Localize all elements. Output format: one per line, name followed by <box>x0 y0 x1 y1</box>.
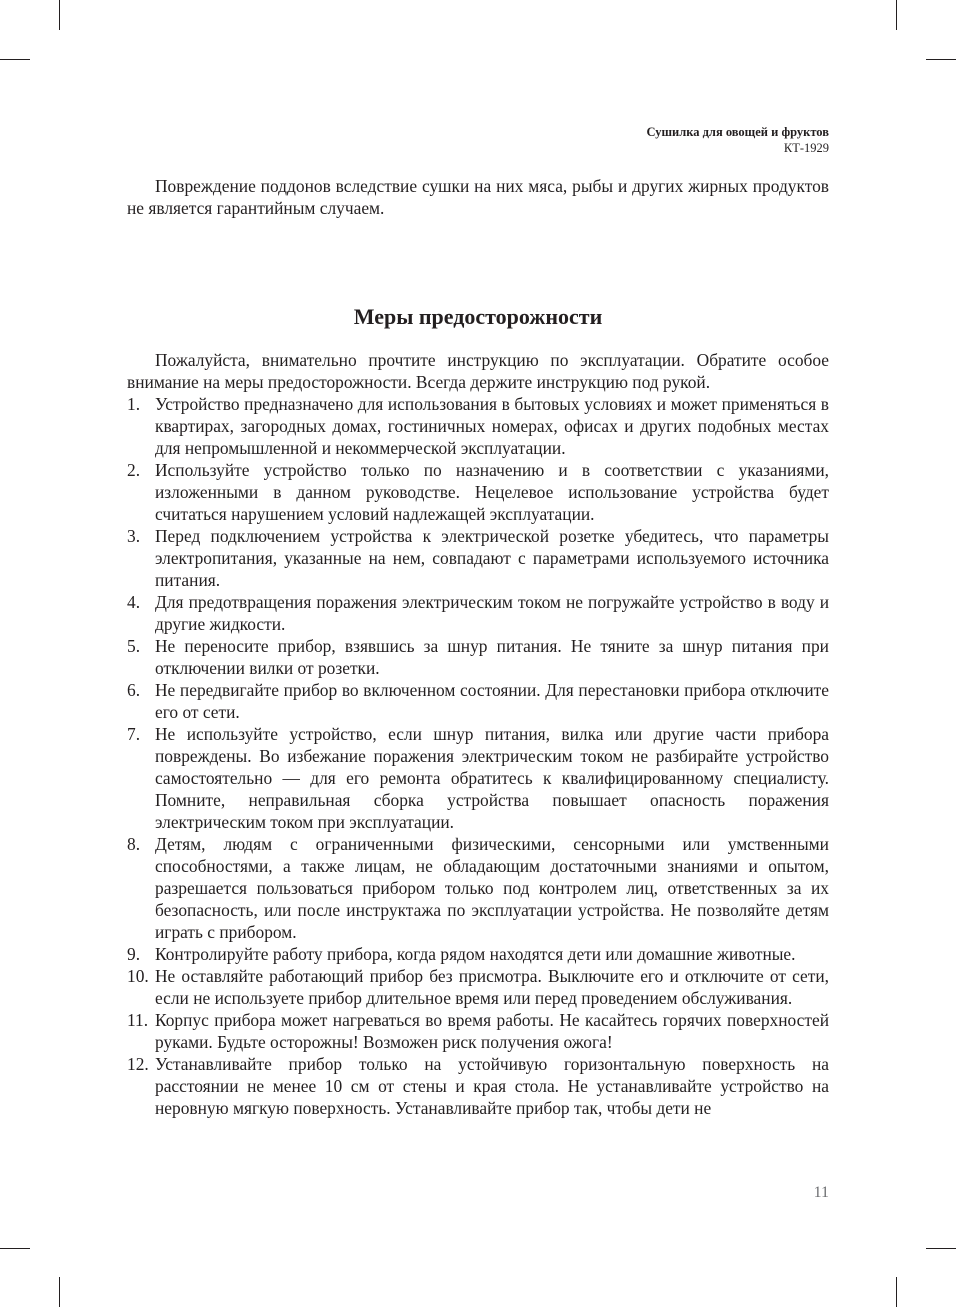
item-number: 10. <box>127 966 149 986</box>
item-number: 12. <box>127 1054 149 1074</box>
crop-mark-left-bottom <box>0 1248 30 1249</box>
page-content <box>127 175 829 1119</box>
crop-mark-bottom-right <box>896 1277 897 1307</box>
item-text: Не передвигайте прибор во включенном состоянии. Для перестановки прибора отключите его от сети. <box>155 680 829 722</box>
intro-paragraph: Повреждение поддонов вследствие сушки на них мяса, рыбы и других жирных продуктов не является гарантийным случаем. <box>127 176 829 218</box>
list-item <box>127 459 829 525</box>
list-item <box>127 635 829 679</box>
item-text: Перед подключением устройства к электрической розетке убедитесь, что параметры электропитания, указанные на нем, совпадают с параметрами используемого источника питания. <box>155 526 829 590</box>
item-text: Не переносите прибор, взявшись за шнур питания. Не тяните за шнур питания при отключении вилки от розетки. <box>155 636 829 678</box>
item-number: 4. <box>127 592 141 612</box>
item-number: 8. <box>127 834 141 854</box>
list-item <box>127 943 829 965</box>
precautions-list <box>127 393 829 1119</box>
list-item <box>127 591 829 635</box>
crop-mark-top-left <box>59 0 60 30</box>
crop-mark-right-bottom <box>926 1248 956 1249</box>
item-text: Для предотвращения поражения электрическим током не погружайте устройство в воду и другие жидкости. <box>155 592 829 634</box>
item-number: 1. <box>127 394 141 414</box>
item-text: Устройство предназначено для использования в бытовых условиях и может применяться в квартирах, загородных домах, гостиничных номерах, офисах и других подобных местах для непромышленной и некоммерческой эксплуатации. <box>155 394 829 458</box>
item-number: 5. <box>127 636 141 656</box>
item-number: 7. <box>127 724 141 744</box>
crop-mark-left-top <box>0 59 30 60</box>
item-text: Используйте устройство только по назначению и в соответствии с указаниями, изложенными в данном руководстве. Нецелевое использование устройства будет считаться нарушением условий надлежащей эксплуатации. <box>155 460 829 524</box>
header-model: КТ-1929 <box>783 141 829 155</box>
list-item <box>127 965 829 1009</box>
item-text: Корпус прибора может нагреваться во время работы. Не касайтесь горячих поверхностей руками. Будьте осторожны! Возможен риск получения ожога! <box>155 1010 829 1052</box>
header-product: Сушилка для овощей и фруктов <box>646 125 829 139</box>
item-number: 11. <box>127 1010 149 1030</box>
item-text: Детям, людям с ограниченными физическими, сенсорными или умственными способностями, а также лицам, не обладающим достаточными знаниями и опытом, разрешается пользоваться прибором только под контролем лиц, ответственных за их безопасность, или после инструктажа по эксплуатации устройства. Не позволяйте детям играть с прибором. <box>155 834 829 942</box>
item-text: Не используйте устройство, если шнур питания, вилка или другие части прибора повреждены. Во избежание поражения электрическим током не разбирайте устройство самостоятельно — для его ремонта обратитесь к квалифицированному специалисту. Помните, неправильная сборка устройства повышает опасность поражения электрическим током при эксплуатации. <box>155 724 829 832</box>
section-title: Меры предосторожности <box>353 304 603 329</box>
item-number: 2. <box>127 460 141 480</box>
list-item <box>127 723 829 833</box>
item-number: 6. <box>127 680 141 700</box>
item-text: Устанавливайте прибор только на устойчивую горизонтальную поверхность на расстоянии не менее 10 см от стены и края стола. Не устанавливайте устройство на неровную мягкую поверхность. Устанавливайте прибор так, чтобы дети не <box>155 1054 829 1118</box>
list-item <box>127 1053 829 1119</box>
crop-mark-bottom-left <box>59 1277 60 1307</box>
crop-mark-top-right <box>896 0 897 30</box>
list-item <box>127 525 829 591</box>
list-item <box>127 679 829 723</box>
item-number: 3. <box>127 526 141 546</box>
running-header <box>646 124 829 156</box>
lead-paragraph: Пожалуйста, внимательно прочтите инструкцию по эксплуатации. Обратите особое внимание на меры предосторожности. Всегда держите инструкцию под рукой. <box>127 350 829 392</box>
crop-mark-right-top <box>926 59 956 60</box>
page-number: 11 <box>813 1184 829 1201</box>
item-text: Не оставляйте работающий прибор без присмотра. Выключите его и отключите от сети, если не используете прибор длительное время или перед проведением обслуживания. <box>155 966 829 1008</box>
list-item <box>127 393 829 459</box>
item-number: 9. <box>127 944 141 964</box>
list-item <box>127 1009 829 1053</box>
list-item <box>127 833 829 943</box>
item-text: Контролируйте работу прибора, когда рядом находятся дети или домашние животные. <box>155 944 796 964</box>
